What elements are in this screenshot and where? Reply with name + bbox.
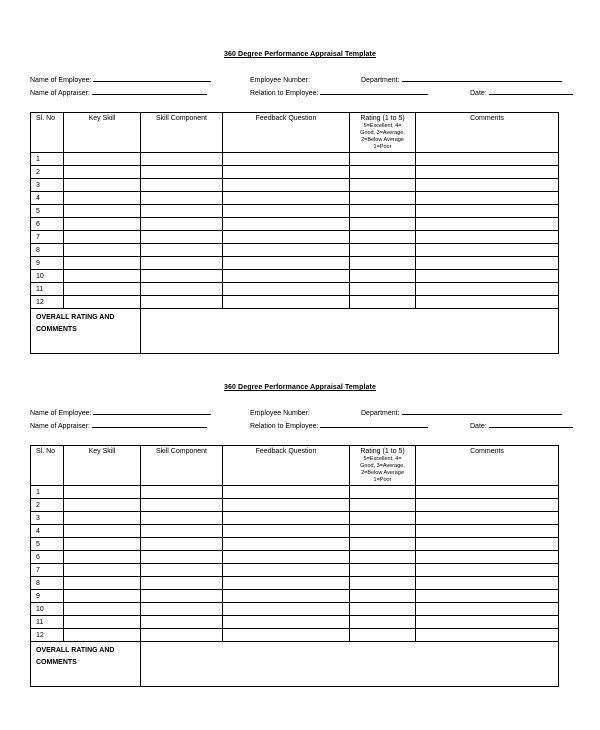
appraisal-table xyxy=(30,112,559,354)
comments-cell[interactable] xyxy=(416,616,559,629)
key-skill-cell[interactable] xyxy=(64,499,141,512)
key-skill-cell[interactable] xyxy=(64,218,141,231)
comments-cell[interactable] xyxy=(416,499,559,512)
row-number: 8 xyxy=(31,244,64,257)
rating-cell[interactable] xyxy=(350,590,416,603)
comments-cell[interactable] xyxy=(416,486,559,499)
row-number: 1 xyxy=(31,153,64,166)
rating-cell[interactable] xyxy=(350,616,416,629)
feedback-question-cell[interactable] xyxy=(223,538,350,551)
form-title: 360 Degree Performance Appraisal Template xyxy=(224,51,376,58)
key-skill-cell[interactable] xyxy=(64,166,141,179)
overall-label-line1: OVERALL RATING AND xyxy=(36,314,115,321)
skill-component-cell[interactable] xyxy=(141,270,223,283)
key-skill-cell[interactable] xyxy=(64,192,141,205)
feedback-question-header: Feedback Question xyxy=(223,446,350,486)
feedback-question-cell[interactable] xyxy=(223,283,350,296)
rating-cell[interactable] xyxy=(350,603,416,616)
skill-component-cell[interactable] xyxy=(141,616,223,629)
key-skill-cell[interactable] xyxy=(64,257,141,270)
key-skill-header: Key Skill xyxy=(64,446,141,486)
rating-header xyxy=(350,113,416,153)
rating-cell[interactable] xyxy=(350,538,416,551)
skill-component-cell[interactable] xyxy=(141,166,223,179)
skill-component-cell[interactable] xyxy=(141,257,223,270)
skill-component-cell[interactable] xyxy=(141,512,223,525)
row-number: 9 xyxy=(31,590,64,603)
employee-name-field[interactable] xyxy=(30,408,211,418)
comments-cell[interactable] xyxy=(416,192,559,205)
row-number: 11 xyxy=(31,616,64,629)
feedback-question-cell[interactable] xyxy=(223,525,350,538)
table-row xyxy=(31,296,559,309)
employee-name-label: Name of Employee: xyxy=(30,410,92,417)
skill-component-cell[interactable] xyxy=(141,538,223,551)
rating-cell[interactable] xyxy=(350,166,416,179)
rating-cell[interactable] xyxy=(350,153,416,166)
skill-component-cell[interactable] xyxy=(141,499,223,512)
rating-cell[interactable] xyxy=(350,270,416,283)
table-row xyxy=(31,603,559,616)
key-skill-cell[interactable] xyxy=(64,244,141,257)
comments-cell[interactable] xyxy=(416,205,559,218)
rating-cell[interactable] xyxy=(350,564,416,577)
overall-label xyxy=(31,309,141,354)
rating-cell[interactable] xyxy=(350,486,416,499)
rating-cell[interactable] xyxy=(350,179,416,192)
rating-cell[interactable] xyxy=(350,231,416,244)
feedback-question-cell[interactable] xyxy=(223,551,350,564)
table-row xyxy=(31,283,559,296)
feedback-question-cell[interactable] xyxy=(223,564,350,577)
comments-cell[interactable] xyxy=(416,179,559,192)
rating-cell[interactable] xyxy=(350,296,416,309)
key-skill-cell[interactable] xyxy=(64,629,141,642)
comments-cell[interactable] xyxy=(416,538,559,551)
table-row xyxy=(31,538,559,551)
rating-scale-1: 5=Excellent, 4= xyxy=(363,456,402,462)
comments-cell[interactable] xyxy=(416,629,559,642)
rating-cell[interactable] xyxy=(350,283,416,296)
rating-cell[interactable] xyxy=(350,244,416,257)
comments-header: Comments xyxy=(416,446,559,486)
key-skill-cell[interactable] xyxy=(64,270,141,283)
row-number: 3 xyxy=(31,179,64,192)
comments-cell[interactable] xyxy=(416,270,559,283)
feedback-question-cell[interactable] xyxy=(223,499,350,512)
skill-component-cell[interactable] xyxy=(141,244,223,257)
overall-row xyxy=(31,309,559,354)
skill-component-cell[interactable] xyxy=(141,296,223,309)
key-skill-cell[interactable] xyxy=(64,590,141,603)
feedback-question-cell[interactable] xyxy=(223,629,350,642)
relation-label: Relation to Employee: xyxy=(250,423,319,430)
table-row xyxy=(31,590,559,603)
rating-header xyxy=(350,446,416,486)
skill-component-cell[interactable] xyxy=(141,564,223,577)
key-skill-cell[interactable] xyxy=(64,616,141,629)
feedback-question-cell[interactable] xyxy=(223,603,350,616)
comments-cell[interactable] xyxy=(416,244,559,257)
department-label: Department: xyxy=(361,77,400,84)
table-row xyxy=(31,629,559,642)
feedback-question-cell[interactable] xyxy=(223,218,350,231)
skill-component-cell[interactable] xyxy=(141,192,223,205)
skill-component-cell[interactable] xyxy=(141,590,223,603)
skill-component-cell[interactable] xyxy=(141,231,223,244)
rating-cell[interactable] xyxy=(350,551,416,564)
relation-field[interactable] xyxy=(250,421,428,431)
comments-cell[interactable] xyxy=(416,577,559,590)
date-field[interactable] xyxy=(470,421,573,431)
appraiser-name-label: Name of Appraiser: xyxy=(30,90,90,97)
feedback-question-cell[interactable] xyxy=(223,616,350,629)
table-row xyxy=(31,231,559,244)
table-row xyxy=(31,192,559,205)
skill-component-header: Skill Component xyxy=(141,113,223,153)
rating-cell[interactable] xyxy=(350,577,416,590)
table-row xyxy=(31,257,559,270)
date-label: Date: xyxy=(470,90,487,97)
table-row xyxy=(31,153,559,166)
row-number: 6 xyxy=(31,218,64,231)
comments-cell[interactable] xyxy=(416,283,559,296)
feedback-question-cell[interactable] xyxy=(223,577,350,590)
key-skill-cell[interactable] xyxy=(64,538,141,551)
key-skill-cell[interactable] xyxy=(64,231,141,244)
skill-component-cell[interactable] xyxy=(141,283,223,296)
rating-scale-1: 5=Excellent, 4= xyxy=(363,123,402,129)
comments-header: Comments xyxy=(416,113,559,153)
rating-cell[interactable] xyxy=(350,525,416,538)
skill-component-cell[interactable] xyxy=(141,486,223,499)
feedback-question-cell[interactable] xyxy=(223,590,350,603)
row-number: 2 xyxy=(31,166,64,179)
rating-label: Rating (1 to 5) xyxy=(360,115,405,122)
comments-cell[interactable] xyxy=(416,603,559,616)
key-skill-cell[interactable] xyxy=(64,512,141,525)
key-skill-cell[interactable] xyxy=(64,564,141,577)
comments-cell[interactable] xyxy=(416,296,559,309)
feedback-question-cell[interactable] xyxy=(223,192,350,205)
overall-label-line2: COMMENTS xyxy=(36,659,77,666)
table-row xyxy=(31,551,559,564)
skill-component-cell[interactable] xyxy=(141,218,223,231)
row-number: 4 xyxy=(31,192,64,205)
overall-label xyxy=(31,642,141,687)
skill-component-cell[interactable] xyxy=(141,629,223,642)
employee-name-label: Name of Employee: xyxy=(30,77,92,84)
date-label: Date: xyxy=(470,423,487,430)
sl-no-header: Sl. No xyxy=(31,446,64,486)
rating-cell[interactable] xyxy=(350,218,416,231)
rating-cell[interactable] xyxy=(350,257,416,270)
rating-cell[interactable] xyxy=(350,512,416,525)
comments-cell[interactable] xyxy=(416,166,559,179)
rating-cell[interactable] xyxy=(350,499,416,512)
row-number: 7 xyxy=(31,564,64,577)
feedback-question-cell[interactable] xyxy=(223,257,350,270)
feedback-question-cell[interactable] xyxy=(223,486,350,499)
row-number: 9 xyxy=(31,257,64,270)
key-skill-cell[interactable] xyxy=(64,283,141,296)
row-number: 4 xyxy=(31,525,64,538)
key-skill-cell[interactable] xyxy=(64,179,141,192)
feedback-question-cell[interactable] xyxy=(223,153,350,166)
comments-cell[interactable] xyxy=(416,231,559,244)
row-number: 2 xyxy=(31,499,64,512)
row-number: 10 xyxy=(31,603,64,616)
key-skill-cell[interactable] xyxy=(64,603,141,616)
table-header-row xyxy=(31,446,559,486)
table-row xyxy=(31,218,559,231)
key-skill-cell[interactable] xyxy=(64,577,141,590)
row-number: 7 xyxy=(31,231,64,244)
employee-number-field[interactable] xyxy=(250,75,312,85)
table-row xyxy=(31,525,559,538)
overall-comments-cell[interactable] xyxy=(141,642,559,687)
table-row xyxy=(31,499,559,512)
table-row xyxy=(31,564,559,577)
comments-cell[interactable] xyxy=(416,564,559,577)
form-title: 360 Degree Performance Appraisal Template xyxy=(224,384,376,391)
skill-component-cell[interactable] xyxy=(141,179,223,192)
skill-component-cell[interactable] xyxy=(141,603,223,616)
overall-label-line1: OVERALL RATING AND xyxy=(36,647,115,654)
overall-comments-cell[interactable] xyxy=(141,309,559,354)
row-number: 5 xyxy=(31,205,64,218)
comments-cell[interactable] xyxy=(416,257,559,270)
feedback-question-cell[interactable] xyxy=(223,231,350,244)
table-row xyxy=(31,486,559,499)
comments-cell[interactable] xyxy=(416,512,559,525)
key-skill-cell[interactable] xyxy=(64,486,141,499)
feedback-question-cell[interactable] xyxy=(223,179,350,192)
table-row xyxy=(31,512,559,525)
table-row xyxy=(31,244,559,257)
comments-cell[interactable] xyxy=(416,525,559,538)
row-number: 12 xyxy=(31,629,64,642)
feedback-question-cell[interactable] xyxy=(223,512,350,525)
comments-cell[interactable] xyxy=(416,551,559,564)
key-skill-header: Key Skill xyxy=(64,113,141,153)
employee-name-field[interactable] xyxy=(30,75,211,85)
skill-component-header: Skill Component xyxy=(141,446,223,486)
rating-scale-4: 1=Poor xyxy=(373,144,392,150)
key-skill-cell[interactable] xyxy=(64,525,141,538)
relation-label: Relation to Employee: xyxy=(250,90,319,97)
department-field[interactable] xyxy=(361,408,562,418)
rating-cell[interactable] xyxy=(350,205,416,218)
rating-scale-3: 2=Below Average xyxy=(361,470,404,476)
feedback-question-header: Feedback Question xyxy=(223,113,350,153)
skill-component-cell[interactable] xyxy=(141,577,223,590)
date-field[interactable] xyxy=(470,88,573,98)
rating-label: Rating (1 to 5) xyxy=(360,448,405,455)
row-number: 10 xyxy=(31,270,64,283)
overall-label-line2: COMMENTS xyxy=(36,326,77,333)
table-row xyxy=(31,166,559,179)
feedback-question-cell[interactable] xyxy=(223,296,350,309)
table-row xyxy=(31,179,559,192)
rating-scale-4: 1=Poor xyxy=(373,477,392,483)
row-number: 8 xyxy=(31,577,64,590)
rating-scale-2: Good, 3=Average, xyxy=(360,463,405,469)
skill-component-cell[interactable] xyxy=(141,205,223,218)
employee-number-label: Employee Number: xyxy=(250,77,310,84)
sl-no-header: Sl. No xyxy=(31,113,64,153)
feedback-question-cell[interactable] xyxy=(223,270,350,283)
row-number: 12 xyxy=(31,296,64,309)
skill-component-cell[interactable] xyxy=(141,525,223,538)
department-label: Department: xyxy=(361,410,400,417)
employee-number-label: Employee Number: xyxy=(250,410,310,417)
key-skill-cell[interactable] xyxy=(64,551,141,564)
feedback-question-cell[interactable] xyxy=(223,205,350,218)
rating-scale-2: Good, 3=Average, xyxy=(360,130,405,136)
row-number: 5 xyxy=(31,538,64,551)
department-field[interactable] xyxy=(361,75,562,85)
table-header-row xyxy=(31,113,559,153)
key-skill-cell[interactable] xyxy=(64,205,141,218)
rating-cell[interactable] xyxy=(350,192,416,205)
employee-number-field[interactable] xyxy=(250,408,312,418)
feedback-question-cell[interactable] xyxy=(223,166,350,179)
relation-field[interactable] xyxy=(250,88,428,98)
rating-cell[interactable] xyxy=(350,629,416,642)
table-row xyxy=(31,270,559,283)
row-number: 11 xyxy=(31,283,64,296)
appraiser-name-field[interactable] xyxy=(30,421,207,431)
appraisal-table xyxy=(30,445,559,687)
skill-component-cell[interactable] xyxy=(141,551,223,564)
key-skill-cell[interactable] xyxy=(64,153,141,166)
comments-cell[interactable] xyxy=(416,590,559,603)
skill-component-cell[interactable] xyxy=(141,153,223,166)
table-row xyxy=(31,205,559,218)
table-row xyxy=(31,616,559,629)
feedback-question-cell[interactable] xyxy=(223,244,350,257)
appraiser-name-label: Name of Appraiser: xyxy=(30,423,90,430)
comments-cell[interactable] xyxy=(416,153,559,166)
row-number: 3 xyxy=(31,512,64,525)
row-number: 6 xyxy=(31,551,64,564)
rating-scale-3: 2=Below Average xyxy=(361,137,404,143)
appraiser-name-field[interactable] xyxy=(30,88,207,98)
table-row xyxy=(31,577,559,590)
row-number: 1 xyxy=(31,486,64,499)
key-skill-cell[interactable] xyxy=(64,296,141,309)
overall-row xyxy=(31,642,559,687)
comments-cell[interactable] xyxy=(416,218,559,231)
